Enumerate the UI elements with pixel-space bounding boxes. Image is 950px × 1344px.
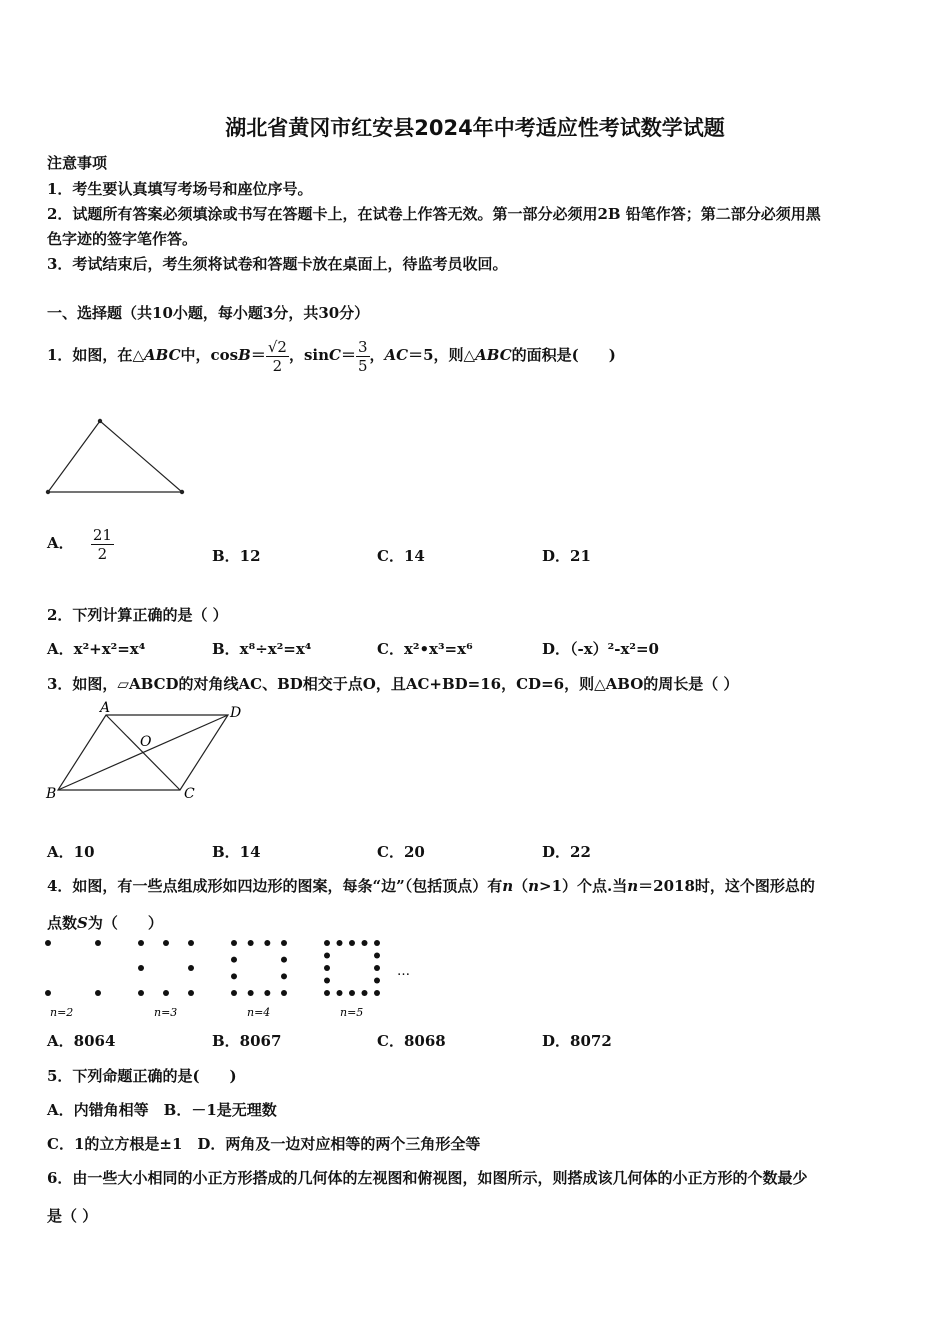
pattern-dot: [281, 940, 287, 946]
q2-option-a[interactable]: A．x²+x²=x⁴: [47, 640, 146, 658]
q3-option-a[interactable]: A．10: [47, 843, 95, 861]
pattern-dot: [324, 953, 330, 959]
q5-options-cd[interactable]: C．1的立方根是±1 D．两角及一边对应相等的两个三角形全等: [47, 1135, 481, 1153]
q1-option-b[interactable]: B．12: [212, 547, 261, 565]
pattern-dot: [95, 940, 101, 946]
pattern-dot: [374, 978, 380, 984]
pattern-dot: [362, 990, 368, 996]
cos-fraction: $\frac{√2}{2}$: [267, 337, 287, 375]
notice-item-1: 1．考生要认真填写考场号和座位序号。: [47, 180, 313, 198]
label-o: O: [140, 734, 152, 750]
q1-option-d[interactable]: D．21: [542, 547, 591, 565]
question-3-stem: 3．如图，▱ABCD的对角线AC、BD相交于点O，且AC+BD=16，CD=6，则△ABO的周长是（ ）: [47, 675, 739, 693]
q2-option-b[interactable]: B．x⁸÷x²=x⁴: [212, 640, 312, 658]
q4-option-c[interactable]: C．8068: [377, 1032, 446, 1050]
pattern-dot: [138, 965, 144, 971]
label-d: D: [230, 705, 242, 721]
pattern-dot: [281, 957, 287, 963]
q2-option-c[interactable]: C．x²•x³=x⁶: [377, 640, 473, 658]
pattern-dot: [188, 965, 194, 971]
page-title: 湖北省黄冈市红安县2024年中考适应性考试数学试题: [225, 116, 725, 140]
caption-n4: n=4: [247, 1006, 271, 1019]
label-c: C: [184, 786, 195, 802]
triangle-figure: [44, 414, 189, 496]
q1-option-a[interactable]: A． $\frac{21}{2}$: [47, 525, 112, 563]
caption-n3: n=3: [154, 1006, 178, 1019]
notice-item-3: 3．考试结束后，考生须将试卷和答题卡放在桌面上，待监考员收回。: [47, 255, 508, 273]
pattern-dot: [248, 940, 254, 946]
pattern-dot: [248, 990, 254, 996]
label-b: B: [46, 786, 57, 802]
sin-fraction: $\frac{3}{5}$: [357, 337, 368, 375]
section-heading: 一、选择题（共10小题，每小题3分，共30分）: [47, 304, 370, 322]
pattern-dot: [45, 990, 51, 996]
q3-option-d[interactable]: D．22: [542, 843, 591, 861]
q3-option-c[interactable]: C．20: [377, 843, 425, 861]
caption-n5: n=5: [340, 1006, 364, 1019]
q4-option-d[interactable]: D．8072: [542, 1032, 612, 1050]
q5-options-ab[interactable]: A．内错角相等 B．－1是无理数: [47, 1101, 277, 1119]
pattern-dot: [45, 940, 51, 946]
ellipsis: …: [397, 964, 410, 979]
pattern-dot: [264, 940, 270, 946]
pattern-dot: [231, 973, 237, 979]
pattern-dot: [281, 973, 287, 979]
pattern-dot: [231, 940, 237, 946]
q2-option-d[interactable]: D．（-x）²-x²=0: [542, 640, 659, 658]
pattern-dot: [374, 940, 380, 946]
pattern-dot: [324, 990, 330, 996]
pattern-dot: [163, 940, 169, 946]
caption-n2: n=2: [50, 1006, 74, 1019]
question-6-stem: 6．由一些大小相同的小正方形搭成的几何体的左视图和俯视图，如图所示，则搭成该几何体的小正方形的个数最少: [47, 1169, 808, 1187]
q4-option-a[interactable]: A．8064: [47, 1032, 116, 1050]
pattern-dot: [374, 965, 380, 971]
pattern-dot: [324, 940, 330, 946]
notice-item-2-cont: 色字迹的签字笔作答。: [47, 230, 198, 248]
pattern-dot: [324, 978, 330, 984]
pattern-dot: [374, 953, 380, 959]
q3-option-b[interactable]: B．14: [212, 843, 261, 861]
question-4-stem-cont: 点数S为（ ）: [47, 914, 163, 932]
question-5-stem: 5．下列命题正确的是( ): [47, 1067, 237, 1085]
pattern-dot: [231, 957, 237, 963]
question-6-stem-cont: 是（ ）: [47, 1207, 98, 1225]
pattern-dot: [281, 990, 287, 996]
pattern-dot: [349, 940, 355, 946]
pattern-dot: [231, 990, 237, 996]
pattern-dot: [337, 990, 343, 996]
notice-heading: 注意事项: [47, 154, 108, 172]
pattern-dot: [362, 940, 368, 946]
pattern-dot: [138, 990, 144, 996]
question-4-stem: 4．如图，有一些点组成形如四边形的图案，每条“边”（包括顶点）有n（n>1）个点.当n＝2018时，这个图形总的: [47, 877, 815, 895]
notice-item-2: 2．试题所有答案必须填涂或书写在答题卡上，在试卷上作答无效。第一部分必须用2B 铅笔作答；第二部分必须用黑: [47, 205, 821, 223]
question-1-stem: 1．如图，在△ABC中，cosB＝ $\frac{√2}{2}$ ，sinC＝ $\frac{3}{5}$ ，AC＝5，则△ABC的面积是( ): [47, 337, 616, 375]
pattern-dot: [374, 990, 380, 996]
parallelogram-figure: [44, 700, 254, 805]
pattern-dot: [188, 990, 194, 996]
q1-option-c[interactable]: C．14: [377, 547, 425, 565]
pattern-dot: [337, 940, 343, 946]
question-2-stem: 2．下列计算正确的是（ ）: [47, 606, 228, 624]
dot-patterns-figure: [40, 935, 420, 1025]
q4-option-b[interactable]: B．8067: [212, 1032, 282, 1050]
pattern-dot: [95, 990, 101, 996]
pattern-dot: [138, 940, 144, 946]
pattern-dot: [324, 965, 330, 971]
label-a: A: [100, 700, 111, 716]
pattern-dot: [264, 990, 270, 996]
pattern-dot: [349, 990, 355, 996]
pattern-dot: [163, 990, 169, 996]
pattern-dot: [188, 940, 194, 946]
